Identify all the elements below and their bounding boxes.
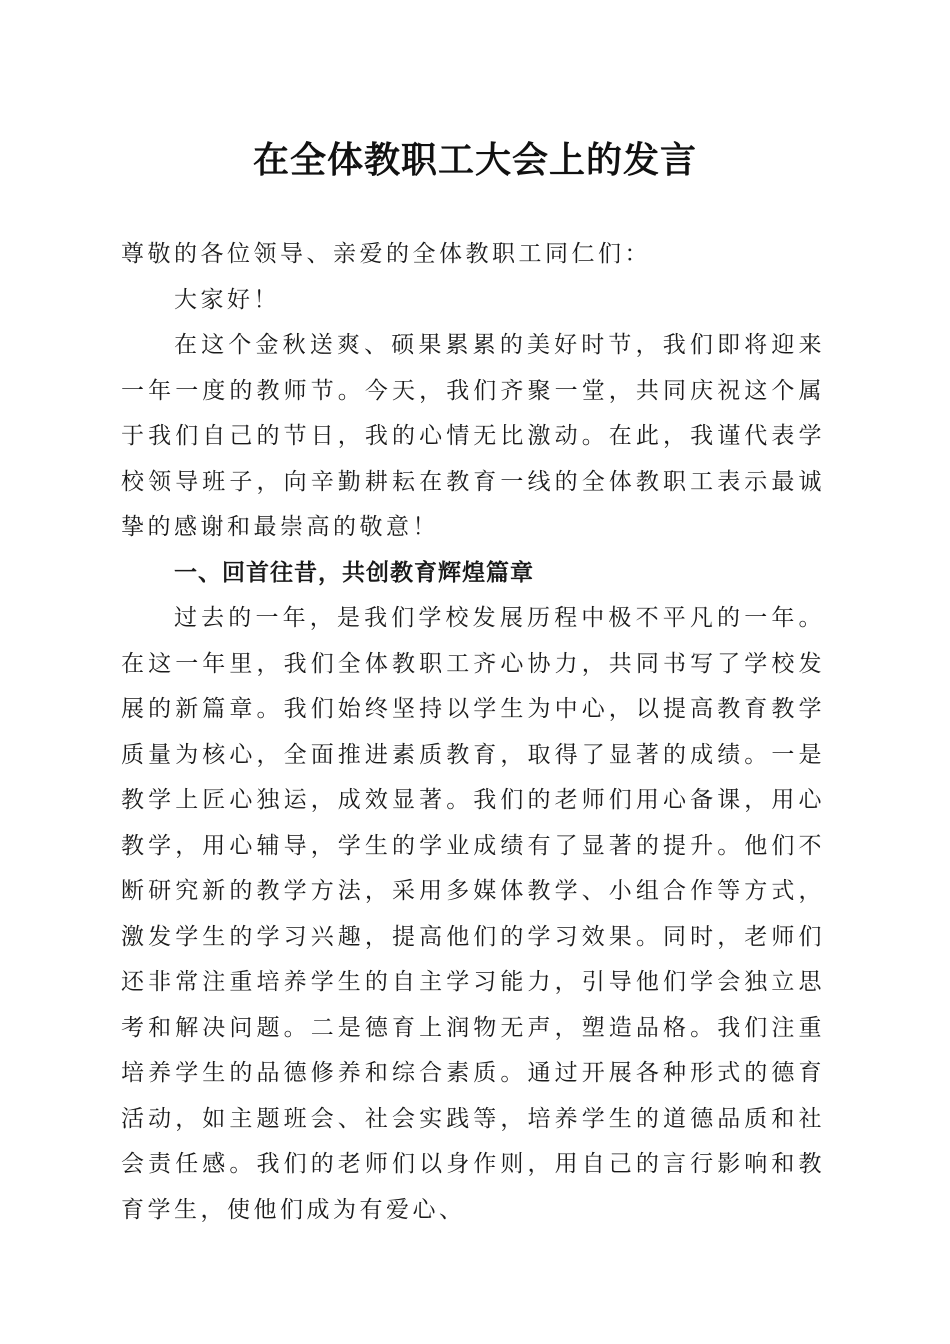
salutation: 尊敬的各位领导、亲爱的全体教职工同仁们：	[121, 241, 651, 267]
opening-paragraph: 在这个金秋送爽、硕果累累的美好时节，我们即将迎来一年一度的教师节。今天，我们齐聚一堂，共同庆祝这个属于我们自己的节日，我的心情无比激动。在此，我谨代表学校领导班子，向辛勤耕耘在教育一线的全体教职工表示最诚挚的感谢和最崇高的敬意！	[121, 332, 825, 540]
section-heading: 一、回首往昔，共创教育辉煌篇章	[174, 559, 534, 586]
document-body	[121, 232, 825, 1233]
document-title: 在全体教职工大会上的发言	[252, 139, 697, 181]
section-paragraph: 过去的一年，是我们学校发展历程中极不平凡的一年。在这一年里，我们全体教职工齐心协力，共同书写了学校发展的新篇章。我们始终坚持以学生为中心，以提高教育教学质量为核心，全面推进素质教育，取得了显著的成绩。一是教学上匠心独运，成效显著。我们的老师们用心备课，用心教学，用心辅导，学生的学业成绩有了显著的提升。他们不断研究新的教学方法，采用多媒体教学、小组合作等方式，激发学生的学习兴趣，提高他们的学习效果。同时，老师们还非常注重培养学生的自主学习能力，引导他们学会独立思考和解决问题。二是德育上润物无声，塑造品格。我们注重培养学生的品德修养和综合素质。通过开展各种形式的德育活动，如主题班会、社会实践等，培养学生的道德品质和社会责任感。我们的老师们以身作则，用自己的言行影响和教育学生，使他们成为有爱心、	[121, 605, 825, 1223]
greeting: 大家好！	[174, 286, 280, 313]
